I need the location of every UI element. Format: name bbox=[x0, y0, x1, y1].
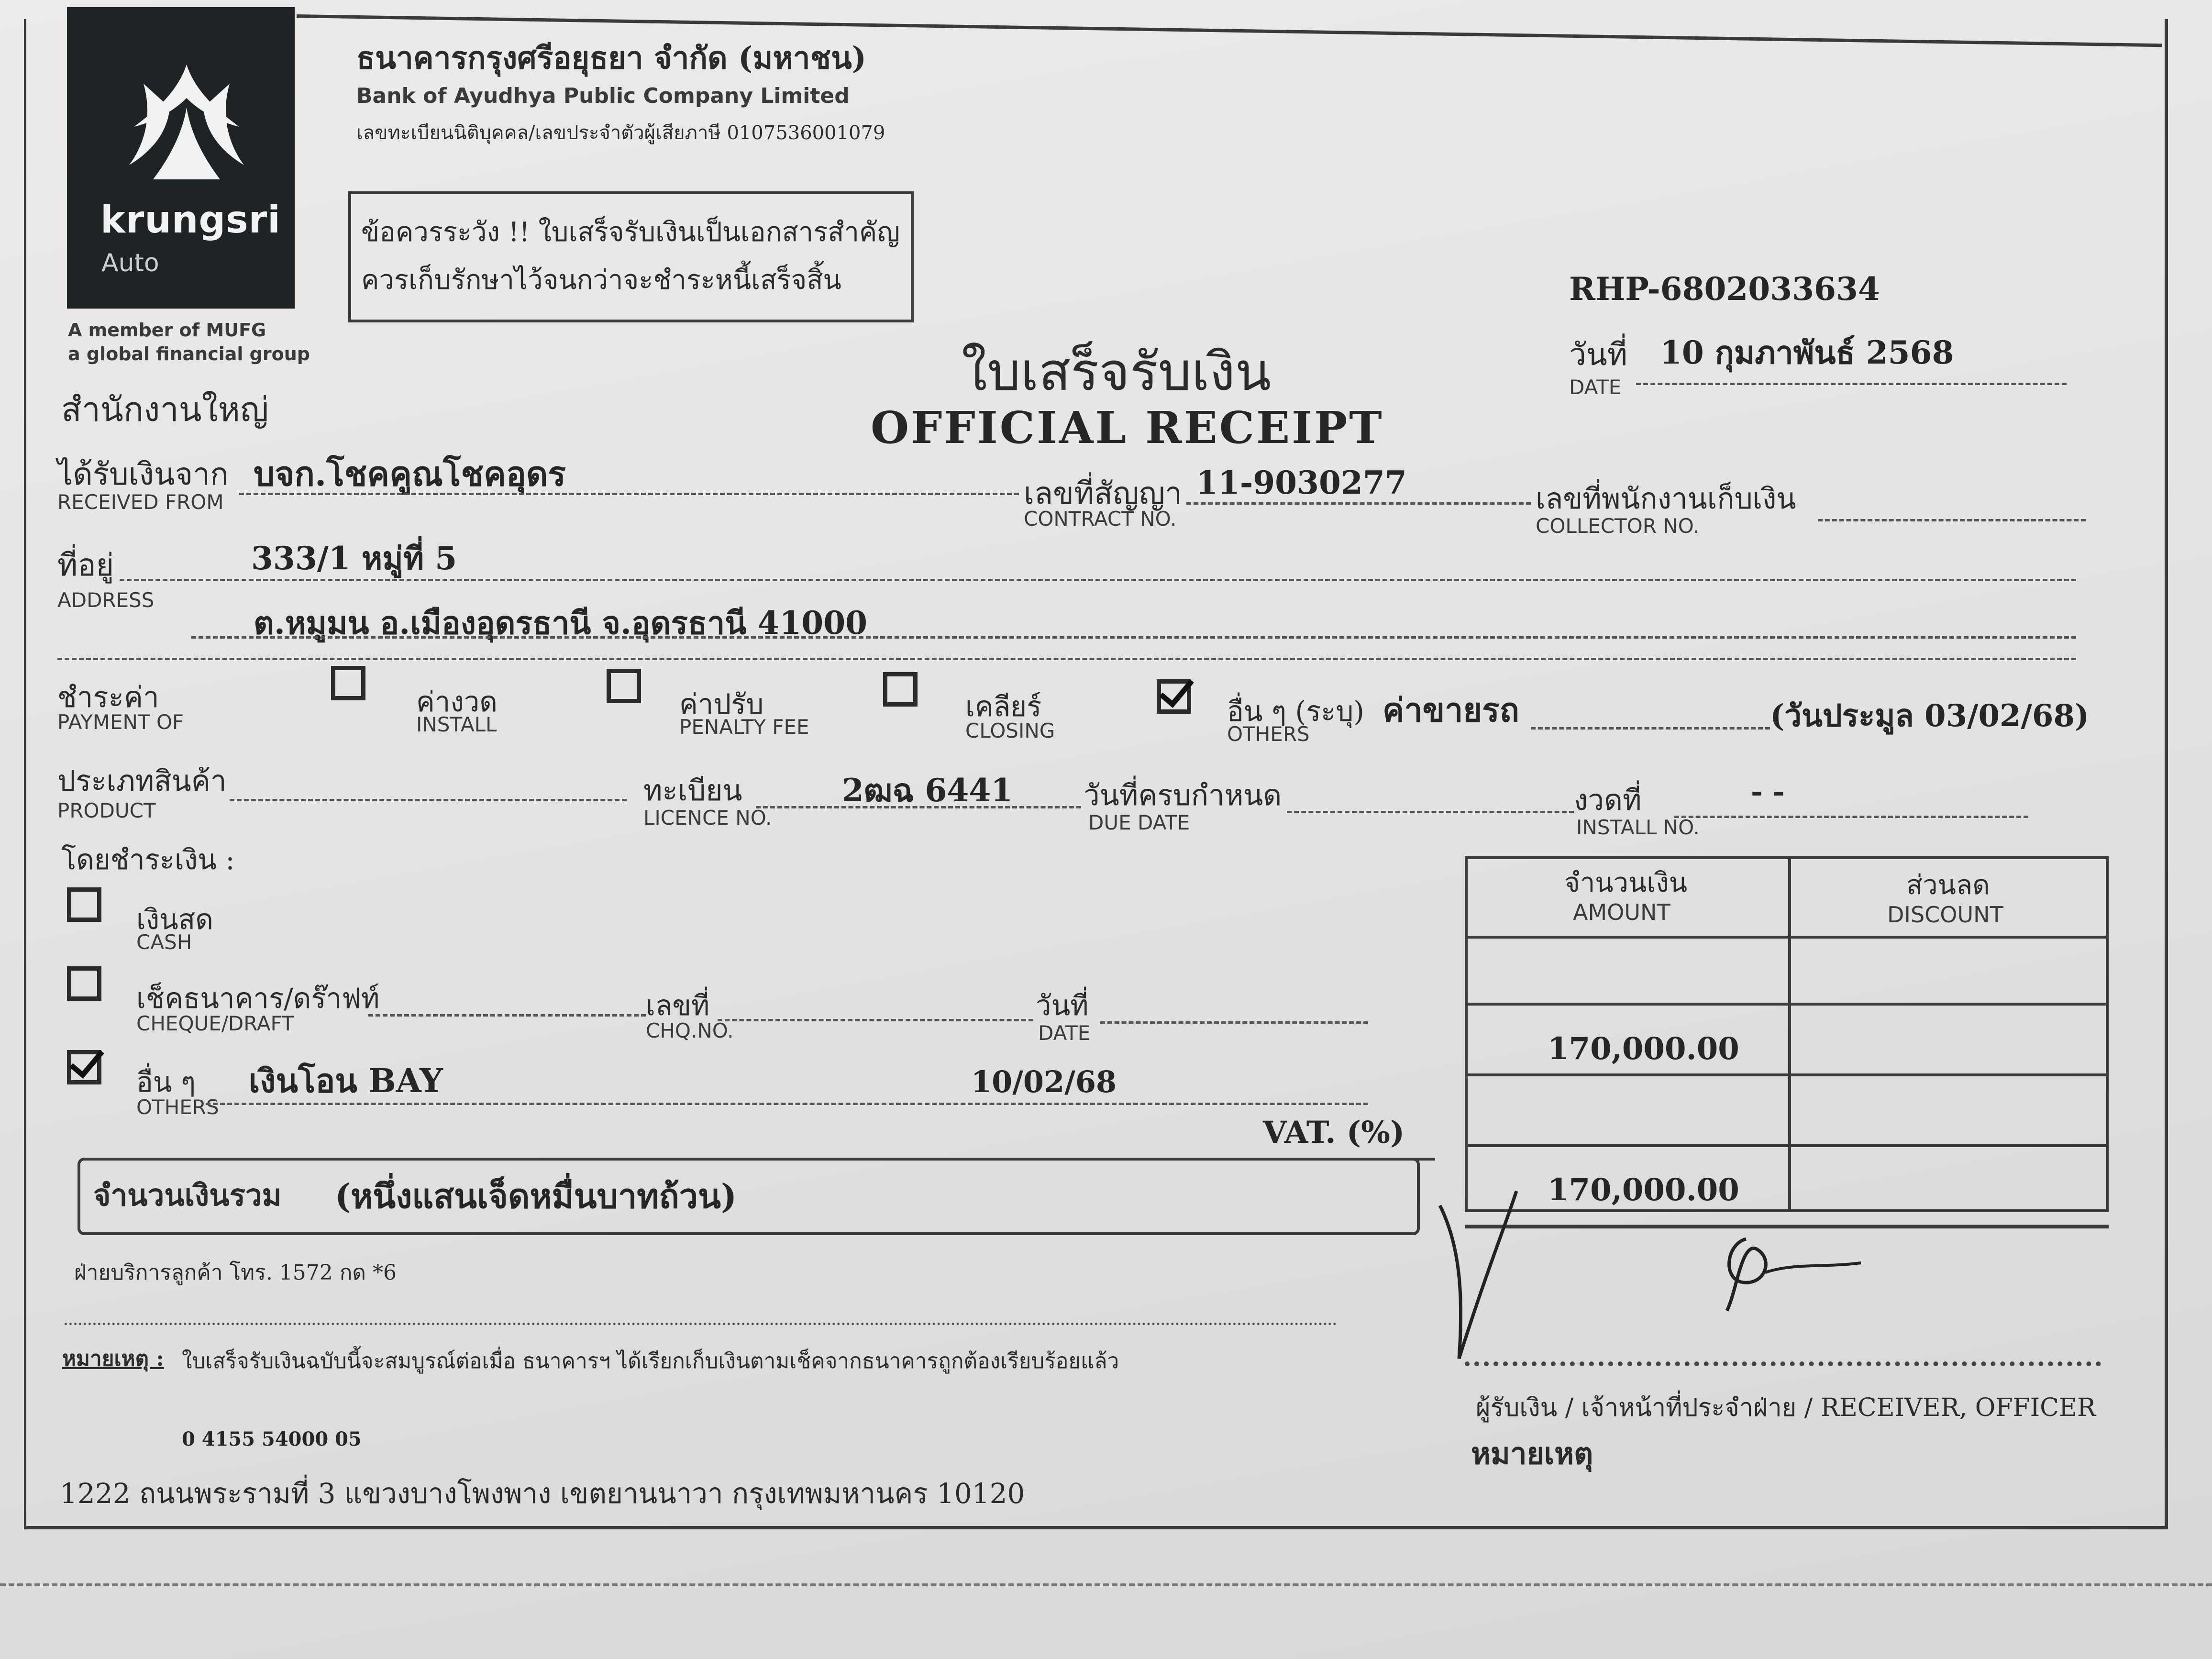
contract-label-th: เลขที่สัญญา bbox=[1024, 476, 1183, 511]
penalty-checkbox[interactable] bbox=[607, 669, 641, 703]
amount-table-rule bbox=[1468, 936, 2106, 939]
vat-label: VAT. (%) bbox=[1263, 1115, 1405, 1150]
others-payment-value: ค่าขายรถ bbox=[1382, 691, 1519, 730]
install-no-dash-line bbox=[1674, 816, 2028, 818]
warning-line1: ข้อควรระวัง !! ใบเสร็จรับเงินเป็นเอกสารสำคัญ bbox=[361, 217, 900, 248]
cash-label-en: CASH bbox=[136, 930, 192, 954]
cash-label-th: เงินสด bbox=[136, 903, 213, 936]
bank-tax-id: เลขทะเบียนนิติบุคคล/เลขประจำตัวผู้เสียภาษี 0107536001079 bbox=[356, 122, 885, 144]
amount-table-rule bbox=[1468, 1073, 2106, 1076]
amount-header-en: AMOUNT bbox=[1573, 899, 1670, 925]
amount-header-th: จำนวนเงิน bbox=[1564, 867, 1688, 898]
amount-table-rule bbox=[1468, 1003, 2106, 1006]
chq-date-label-en: DATE bbox=[1038, 1021, 1091, 1045]
address-line2: ต.หมูมน อ.เมืองอุดรธานี จ.อุดรธานี 41000 bbox=[254, 604, 868, 641]
product-dash-line bbox=[230, 799, 627, 801]
install-no-value: - - bbox=[1751, 775, 1785, 808]
receiver-label: ผู้รับเงิน / เจ้าหน้าที่ประจำฝ่าย / RECEIVER, OFFICER bbox=[1476, 1394, 2096, 1422]
received-from-label-th: ได้รับเงินจาก bbox=[57, 457, 229, 492]
contract-label-en: CONTRACT NO. bbox=[1024, 507, 1177, 531]
receiver-note: หมายเหตุ bbox=[1471, 1436, 1593, 1471]
chq-date-label-th: วันที่ bbox=[1036, 989, 1089, 1022]
signature-dotted-line bbox=[1465, 1361, 2101, 1366]
remark-dotted-line bbox=[65, 1323, 1337, 1325]
product-label-th: ประเภทสินค้า bbox=[57, 764, 227, 798]
others-payby-date: 10/02/68 bbox=[971, 1064, 1117, 1099]
mufg-member-line1: A member of MUFG bbox=[68, 320, 266, 341]
date-label-th: วันที่ bbox=[1569, 337, 1627, 373]
chq-date-dash-line bbox=[1100, 1021, 1368, 1024]
due-date-label-th: วันที่ครบกำหนด bbox=[1084, 779, 1282, 812]
receipt-title-en: OFFICIAL RECEIPT bbox=[871, 402, 1384, 453]
others-payby-value: เงินโอน BAY bbox=[249, 1062, 443, 1100]
service-line: ฝ่ายบริการลูกค้า โทร. 1572 กด *6 bbox=[74, 1261, 397, 1285]
others-payment-checkbox[interactable] bbox=[1157, 679, 1191, 714]
discount-header-en: DISCOUNT bbox=[1887, 902, 2003, 928]
amount-row-2: 170,000.00 bbox=[1548, 1031, 1739, 1067]
warning-line2: ควรเก็บรักษาไว้จนกว่าจะชำระหนี้เสร็จสิ้น bbox=[361, 265, 841, 296]
date-label-en: DATE bbox=[1569, 376, 1622, 399]
address-dash-line3 bbox=[57, 658, 2076, 660]
received-from-label-en: RECEIVED FROM bbox=[57, 490, 224, 514]
address-dash-line2 bbox=[191, 636, 2076, 639]
install-no-label-en: INSTALL NO. bbox=[1576, 816, 1700, 839]
contract-dash-line bbox=[1186, 502, 1531, 505]
others-payby-dash-line bbox=[206, 1103, 1368, 1105]
amount-table-divider bbox=[1788, 859, 1791, 1209]
address-label-th: ที่อยู่ bbox=[57, 548, 114, 583]
others-payment-note: (วันประมูล 03/02/68) bbox=[1770, 698, 2090, 734]
chq-no-label-th: เลขที่ bbox=[646, 989, 710, 1022]
licence-value: 2ฒฉ 6441 bbox=[842, 772, 1013, 809]
cheque-label-th: เช็คธนาคาร/ดร๊าฟท์ bbox=[136, 982, 380, 1015]
others-payby-label-th: อื่น ๆ bbox=[136, 1066, 196, 1098]
collector-dash-line bbox=[1818, 519, 2086, 521]
mufg-member-line2: a global financial group bbox=[68, 343, 310, 365]
penalty-label-th: ค่าปรับ bbox=[679, 688, 764, 720]
install-label-th: ค่างวด bbox=[416, 686, 498, 718]
discount-header-th: ส่วนลด bbox=[1906, 870, 1990, 901]
closing-label-en: CLOSING bbox=[965, 719, 1055, 742]
chq-no-dash-line bbox=[718, 1019, 1033, 1021]
krungsri-logo-icon bbox=[124, 55, 249, 189]
total-label: จำนวนเงินรวม bbox=[93, 1178, 282, 1213]
due-date-dash-line bbox=[1287, 811, 1574, 813]
cash-checkbox[interactable] bbox=[67, 887, 101, 922]
payment-of-label-en: PAYMENT OF bbox=[57, 710, 184, 734]
install-checkbox[interactable] bbox=[331, 666, 365, 700]
logo-wordmark: krungsri bbox=[100, 199, 281, 242]
collector-label-th: เลขที่พนักงานเก็บเงิน bbox=[1536, 482, 1796, 516]
vat-underline bbox=[1196, 1158, 1435, 1161]
cheque-label-en: CHEQUE/DRAFT bbox=[136, 1012, 294, 1035]
form-code: 0 4155 54000 05 bbox=[182, 1428, 362, 1450]
others-payment-label-en: OTHERS bbox=[1227, 722, 1310, 746]
address-label-en: ADDRESS bbox=[57, 588, 155, 612]
bank-name-en: Bank of Ayudhya Public Company Limited bbox=[356, 84, 850, 108]
others-payment-label-th: อื่น ๆ (ระบุ) bbox=[1227, 695, 1364, 728]
others-payby-checkbox[interactable] bbox=[67, 1050, 101, 1084]
closing-checkbox[interactable] bbox=[883, 672, 918, 707]
cheque-dash-line bbox=[368, 1014, 646, 1017]
cheque-checkbox[interactable] bbox=[67, 966, 101, 1001]
address-line1: 333/1 หมู่ที่ 5 bbox=[251, 540, 457, 577]
chq-no-label-en: CHQ.NO. bbox=[646, 1019, 734, 1042]
amount-table-rule bbox=[1468, 1144, 2106, 1147]
product-label-en: PRODUCT bbox=[57, 799, 156, 822]
received-from-value: บจก.โชคคูณโชคอุดร bbox=[254, 454, 566, 494]
receipt-title-th: ใบเสร็จรับเงิน bbox=[962, 341, 1272, 402]
tear-off-line bbox=[0, 1583, 2212, 1586]
remark-label: หมายเหตุ : bbox=[62, 1347, 164, 1371]
others-payment-dash-line bbox=[1531, 727, 1770, 730]
pay-by-label: โดยชำระเงิน : bbox=[61, 843, 235, 876]
date-value: 10 กุมภาพันธ์ 2568 bbox=[1660, 334, 1954, 371]
collector-label-en: COLLECTOR NO. bbox=[1536, 514, 1700, 538]
install-label-en: INSTALL bbox=[416, 713, 497, 736]
others-payby-label-en: OTHERS bbox=[136, 1095, 219, 1119]
install-no-label-th: งวดที่ bbox=[1574, 784, 1642, 817]
krungsri-logo bbox=[67, 7, 295, 309]
contract-value: 11-9030277 bbox=[1196, 464, 1407, 501]
licence-label-en: LICENCE NO. bbox=[643, 806, 772, 830]
footer-address: 1222 ถนนพระรามที่ 3 แขวงบางโพงพาง เขตยานนาวา กรุงเทพมหานคร 10120 bbox=[60, 1477, 1025, 1510]
licence-label-th: ทะเบียน bbox=[643, 774, 742, 807]
receipt-number: RHP-6802033634 bbox=[1569, 270, 1880, 308]
payment-of-label-th: ชำระค่า bbox=[57, 681, 159, 714]
bank-name-th: ธนาคารกรุงศรีอยุธยา จำกัด (มหาชน) bbox=[356, 40, 867, 76]
licence-dash-line bbox=[756, 806, 1081, 808]
date-dash-line bbox=[1636, 383, 2067, 385]
address-dash-line1 bbox=[120, 579, 2076, 581]
remark-text: ใบเสร็จรับเงินฉบับนี้จะสมบูรณ์ต่อเมื่อ ธนาคารฯ ได้เรียกเก็บเงินตามเช็คจากธนาคารถูกต้องเรียบร้อยแล้ว bbox=[182, 1349, 1119, 1373]
office-label: สำนักงานใหญ่ bbox=[61, 390, 269, 429]
amount-row-total: 170,000.00 bbox=[1548, 1172, 1739, 1208]
due-date-label-en: DUE DATE bbox=[1088, 811, 1190, 834]
total-words: (หนึ่งแสนเจ็ดหมื่นบาทถ้วน) bbox=[335, 1176, 737, 1216]
penalty-label-en: PENALTY FEE bbox=[679, 715, 809, 739]
closing-label-th: เคลียร์ bbox=[965, 690, 1042, 723]
received-from-dash-line bbox=[239, 493, 1019, 495]
logo-sub: Auto bbox=[101, 249, 159, 277]
